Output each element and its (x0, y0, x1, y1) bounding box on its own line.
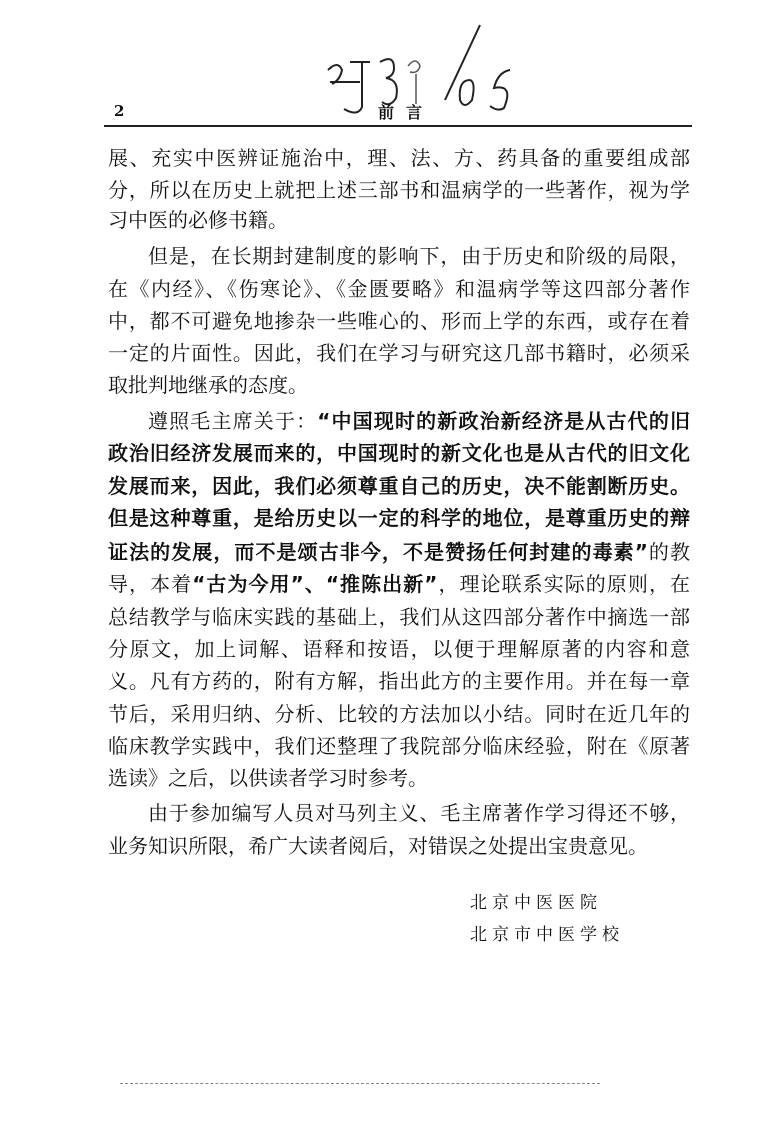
text-line (108, 669, 690, 693)
text-line (108, 208, 690, 232)
bold-quote-segment: 证法的发展，而不是颂古非今，不是赞扬任何封建的毒素” (108, 540, 648, 564)
text-line (108, 834, 690, 858)
text-segment: 业务知识所限，希广大读者阅后，对错误之处提出宝贵意见。 (108, 834, 648, 858)
text-line (108, 309, 690, 333)
text-segment: 分原文，加上词解、语释和按语，以便于理解原著的内容和意 (108, 637, 690, 661)
text-line (108, 572, 690, 596)
text-segment: 展、充实中医辨证施治中，理、法、方、药具备的重要组成部 (108, 146, 690, 170)
text-line (108, 474, 690, 498)
text-segment: 临床教学实践中，我们还整理了我院部分临床经验，附在《原著 (108, 734, 690, 758)
text-line (148, 801, 690, 825)
text-segment: 义。凡有方药的，附有方解，指出此方的主要作用。并在每一章 (108, 669, 690, 693)
text-segment: 一定的片面性。因此，我们在学习与研究这几部书籍时，必须采 (108, 341, 690, 365)
text-segment: 中，都不可避免地掺杂一些唯心的、形而上学的东西，或存在着 (108, 309, 690, 333)
text-segment: 节后，采用归纳、分析、比较的方法加以小结。同时在近几年的 (108, 702, 690, 726)
text-line (108, 506, 690, 530)
text-line (108, 766, 690, 790)
text-segment: 在《内经》、《伤寒论》、《金匮要略》和温病学等这四部分著作 (108, 277, 690, 301)
text-line (108, 441, 690, 465)
bold-quote-segment: “古为今用”、“推陈出新” (192, 572, 438, 596)
scan-edge-noise (120, 1083, 600, 1084)
text-line (108, 605, 690, 629)
text-segment: 选读》之后，以供读者学习时参考。 (108, 766, 428, 790)
text-segment: 由于参加编写人员对马列主义、毛主席著作学习得还不够， (148, 801, 690, 825)
text-line (108, 146, 690, 170)
text-segment: 遵照毛主席关于： (148, 409, 318, 433)
text-line (108, 341, 690, 365)
text-line (108, 702, 690, 726)
bold-quote-segment: 但是这种尊重，是给历史以一定的科学的地位，是尊重历史的辩 (108, 506, 690, 530)
text-line (148, 244, 690, 268)
text-line (108, 373, 690, 397)
text-line (108, 637, 690, 661)
text-line (108, 178, 690, 202)
page-number: 2 (114, 102, 125, 120)
text-line (108, 540, 690, 564)
signature-line: 北京市中医学校 (470, 925, 624, 945)
text-segment: 的教 (647, 540, 690, 564)
text-segment: 取批判地继承的态度。 (108, 373, 308, 397)
text-segment: 习中医的必修书籍。 (108, 208, 288, 232)
text-segment: 但是，在长期封建制度的影响下，由于历史和阶级的局限， (148, 244, 690, 268)
handwritten-annotation (320, 20, 580, 120)
text-line (108, 277, 690, 301)
signature-line: 北京中医医院 (470, 893, 602, 913)
bold-quote-segment: 发展而来，因此，我们必须尊重自己的历史，决不能割断历史。 (108, 474, 690, 498)
text-line (108, 734, 690, 758)
running-title: 前言 (378, 103, 435, 122)
text-segment: ，理论联系实际的原则，在 (437, 572, 690, 596)
text-segment: 分，所以在历史上就把上述三部书和温病学的一些著作，视为学 (108, 178, 690, 202)
text-segment: 总结教学与临床实践的基础上，我们从这四部分著作中摘选一部 (108, 605, 690, 629)
header-rule (104, 125, 692, 127)
text-segment: 导，本着 (108, 572, 193, 596)
text-line (148, 409, 690, 433)
bold-quote-segment: 政治旧经济发展而来的，中国现时的新文化也是从古代的旧文化 (108, 441, 690, 465)
bold-quote-segment: “中国现时的新政治新经济是从古代的旧 (317, 409, 690, 433)
